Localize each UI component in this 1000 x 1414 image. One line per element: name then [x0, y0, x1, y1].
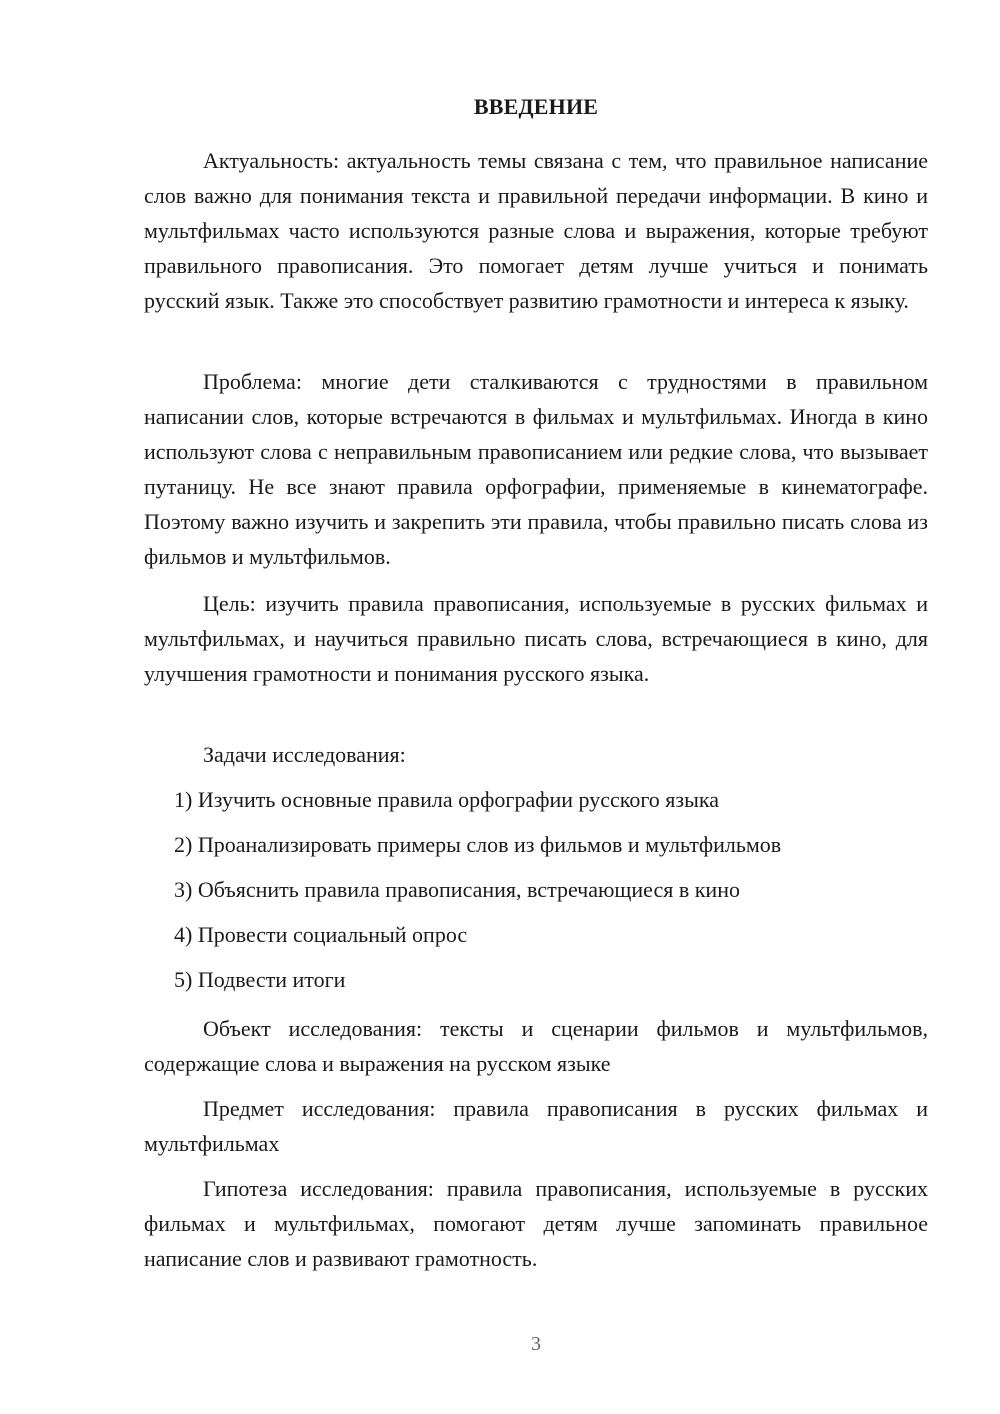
task-item: 3) Объяснить правила правописания, встречающиеся в кино [174, 877, 740, 902]
task-item: 2) Проанализировать примеры слов из фильмов и мультфильмов [174, 832, 782, 857]
paragraph-goal: Цель: изучить правила правописания, используемые в русских фильмах и мультфильмах, и научиться правильно писать слова, встречающиеся в кино, для улучшения грамотности и понимания русского языка. [144, 591, 928, 686]
tasks-heading: Задачи исследования: [203, 742, 406, 767]
paragraph-hypothesis: Гипотеза исследования: правила правописания, используемые в русских фильмах и мультфильмах, помогают детям лучше запоминать правильное написание слов и развивают грамотность. [144, 1176, 928, 1271]
page-number: 3 [531, 1333, 541, 1355]
section-title: ВВЕДЕНИЕ [473, 94, 599, 119]
task-item: 5) Подвести итоги [174, 967, 346, 992]
task-item: 1) Изучить основные правила орфографии русского языка [174, 787, 720, 812]
paragraph-subject: Предмет исследования: правила правописания в русских фильмах и мультфильмах [144, 1096, 928, 1156]
task-item: 4) Провести социальный опрос [174, 922, 468, 947]
tasks-list [174, 782, 781, 1007]
paragraph-problem: Проблема: многие дети сталкиваются с трудностями в правильном написании слов, которые встречаются в фильмах и мультфильмах. Иногда в кино используют слова с неправильным правописанием или редкие слова, что вызывает путаницу. Не все знают правила орфографии, применяемые в кинематографе. Поэтому важно изучить и закрепить эти правила, чтобы правильно писать слова из фильмов и мультфильмов. [144, 369, 928, 569]
paragraph-relevance: Актуальность: актуальность темы связана с тем, что правильное написание слов важно для понимания текста и правильной передачи информации. В кино и мультфильмах часто используются разные слова и выражения, которые требуют правильного правописания. Это помогает детям лучше учиться и понимать русский язык. Также это способствует развитию грамотности и интереса к языку. [144, 148, 928, 313]
paragraph-object: Объект исследования: тексты и сценарии фильмов и мультфильмов, содержащие слова и выражения на русском языке [144, 1016, 928, 1076]
